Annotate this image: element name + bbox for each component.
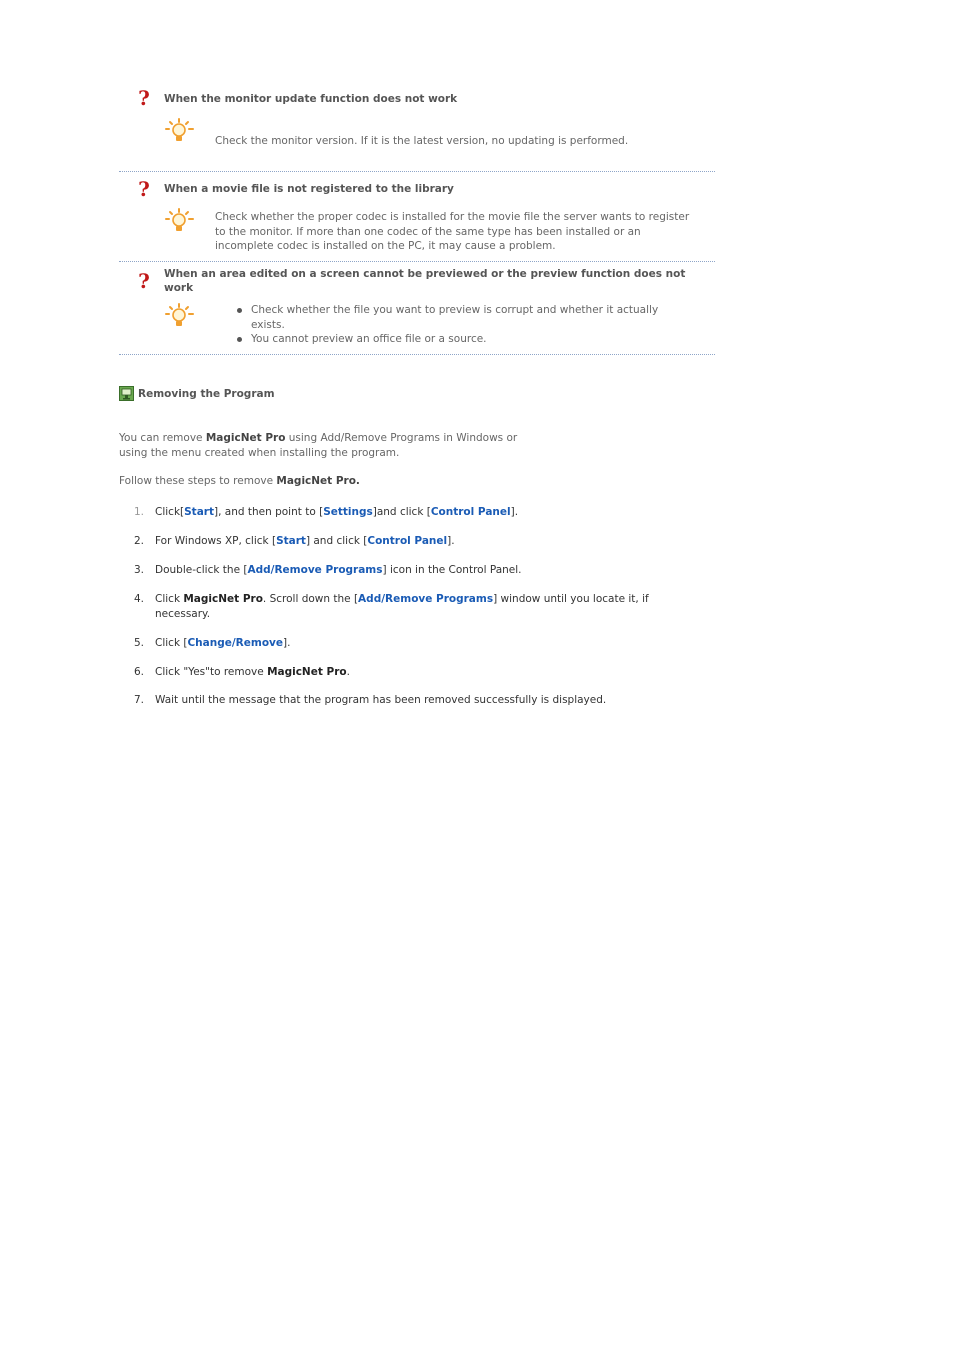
step-number: 7. xyxy=(133,694,144,706)
faq-answer-list xyxy=(215,303,695,347)
follow-paragraph xyxy=(119,474,619,489)
step-number: 5. xyxy=(133,637,144,649)
step-text-part: . Scroll down the [ xyxy=(262,593,359,605)
faq-answer: Check the monitor version. If it is the latest version, no updating is performed. xyxy=(215,135,629,147)
keyword-control-panel: Control Panel xyxy=(430,506,511,518)
question-icon: ? xyxy=(138,86,150,110)
faq-question: When the monitor update function does not work xyxy=(164,93,458,105)
follow-text: Follow these steps to remove xyxy=(119,475,277,487)
faq-question: When an area edited on a screen cannot be previewed or the preview function does not work xyxy=(164,268,686,294)
step-number: 4. xyxy=(133,593,144,605)
faq-item xyxy=(119,172,715,262)
step-text-part: ]. xyxy=(510,506,519,518)
step-text-part: ]. xyxy=(447,535,455,547)
list-item: Check whether the file you want to preview is corrupt and whether it actually exists. xyxy=(251,303,695,332)
lightbulb-icon xyxy=(165,303,195,329)
list-item: You cannot preview an office file or a source. xyxy=(251,332,695,347)
product-name: MagicNet Pro xyxy=(183,593,263,605)
product-name: MagicNet Pro xyxy=(267,666,347,678)
faq-answer: Check whether the proper codec is installed for the movie file the server wants to register to the monitor. If more than one codec of the same type has been installed or an incomplete codec is installed on the PC, it may cause a problem. xyxy=(215,211,690,252)
question-icon: ? xyxy=(138,177,150,201)
step-text-part: ] and click [ xyxy=(305,535,368,547)
step-text-part: Click xyxy=(155,593,184,605)
keyword-add-remove-programs: Add/Remove Programs xyxy=(247,564,383,576)
lightbulb-icon xyxy=(165,208,195,234)
step-text xyxy=(155,534,685,549)
step-text-part: Click[ xyxy=(155,506,185,518)
step-text xyxy=(155,592,685,621)
intro-text: using Add/Remove Programs in Windows or using the menu created when installing the program. xyxy=(119,432,518,459)
step-text-part: For Windows XP, click [ xyxy=(155,535,277,547)
lightbulb-icon xyxy=(165,118,195,144)
question-icon: ? xyxy=(138,269,150,293)
step-number: 2. xyxy=(133,535,144,547)
keyword-start: Start xyxy=(276,535,306,547)
step-text-part: ]and click [ xyxy=(372,506,431,518)
keyword-change-remove: Change/Remove xyxy=(187,637,284,649)
step-text-part: ] window until you locate it, if necessary. xyxy=(155,593,649,620)
product-name: MagicNet Pro. xyxy=(276,475,360,487)
section-title: Removing the Program xyxy=(138,388,275,400)
step-number: 3. xyxy=(133,564,144,576)
intro-paragraph xyxy=(119,431,539,460)
keyword-control-panel: Control Panel xyxy=(367,535,448,547)
step-text xyxy=(155,693,685,708)
keyword-settings: Settings xyxy=(323,506,373,518)
step-number: 1. xyxy=(133,506,144,518)
step-text-part: Click "Yes"to remove xyxy=(155,666,268,678)
keyword-start: Start xyxy=(184,506,214,518)
step-text-part: ]. xyxy=(283,637,291,649)
step-text-part: Click [ xyxy=(155,637,188,649)
faq-item xyxy=(119,0,715,172)
step-text-part: Wait until the message that the program has been removed successfully is displayed. xyxy=(155,694,607,706)
step-number: 6. xyxy=(133,666,144,678)
faq-question: When a movie file is not registered to the library xyxy=(164,183,454,195)
faq-item xyxy=(119,262,715,355)
step-text-part: . xyxy=(346,666,350,678)
step-text-part: Double-click the [ xyxy=(155,564,248,576)
program-icon xyxy=(119,386,134,401)
step-text xyxy=(155,665,685,680)
intro-text: You can remove xyxy=(119,432,206,444)
step-text xyxy=(155,563,685,578)
product-name: MagicNet Pro xyxy=(205,432,286,444)
step-text xyxy=(155,505,685,520)
keyword-add-remove-programs: Add/Remove Programs xyxy=(358,593,494,605)
step-text-part: ], and then point to [ xyxy=(214,506,324,518)
step-text xyxy=(155,636,685,651)
step-text-part: ] icon in the Control Panel. xyxy=(382,564,522,576)
